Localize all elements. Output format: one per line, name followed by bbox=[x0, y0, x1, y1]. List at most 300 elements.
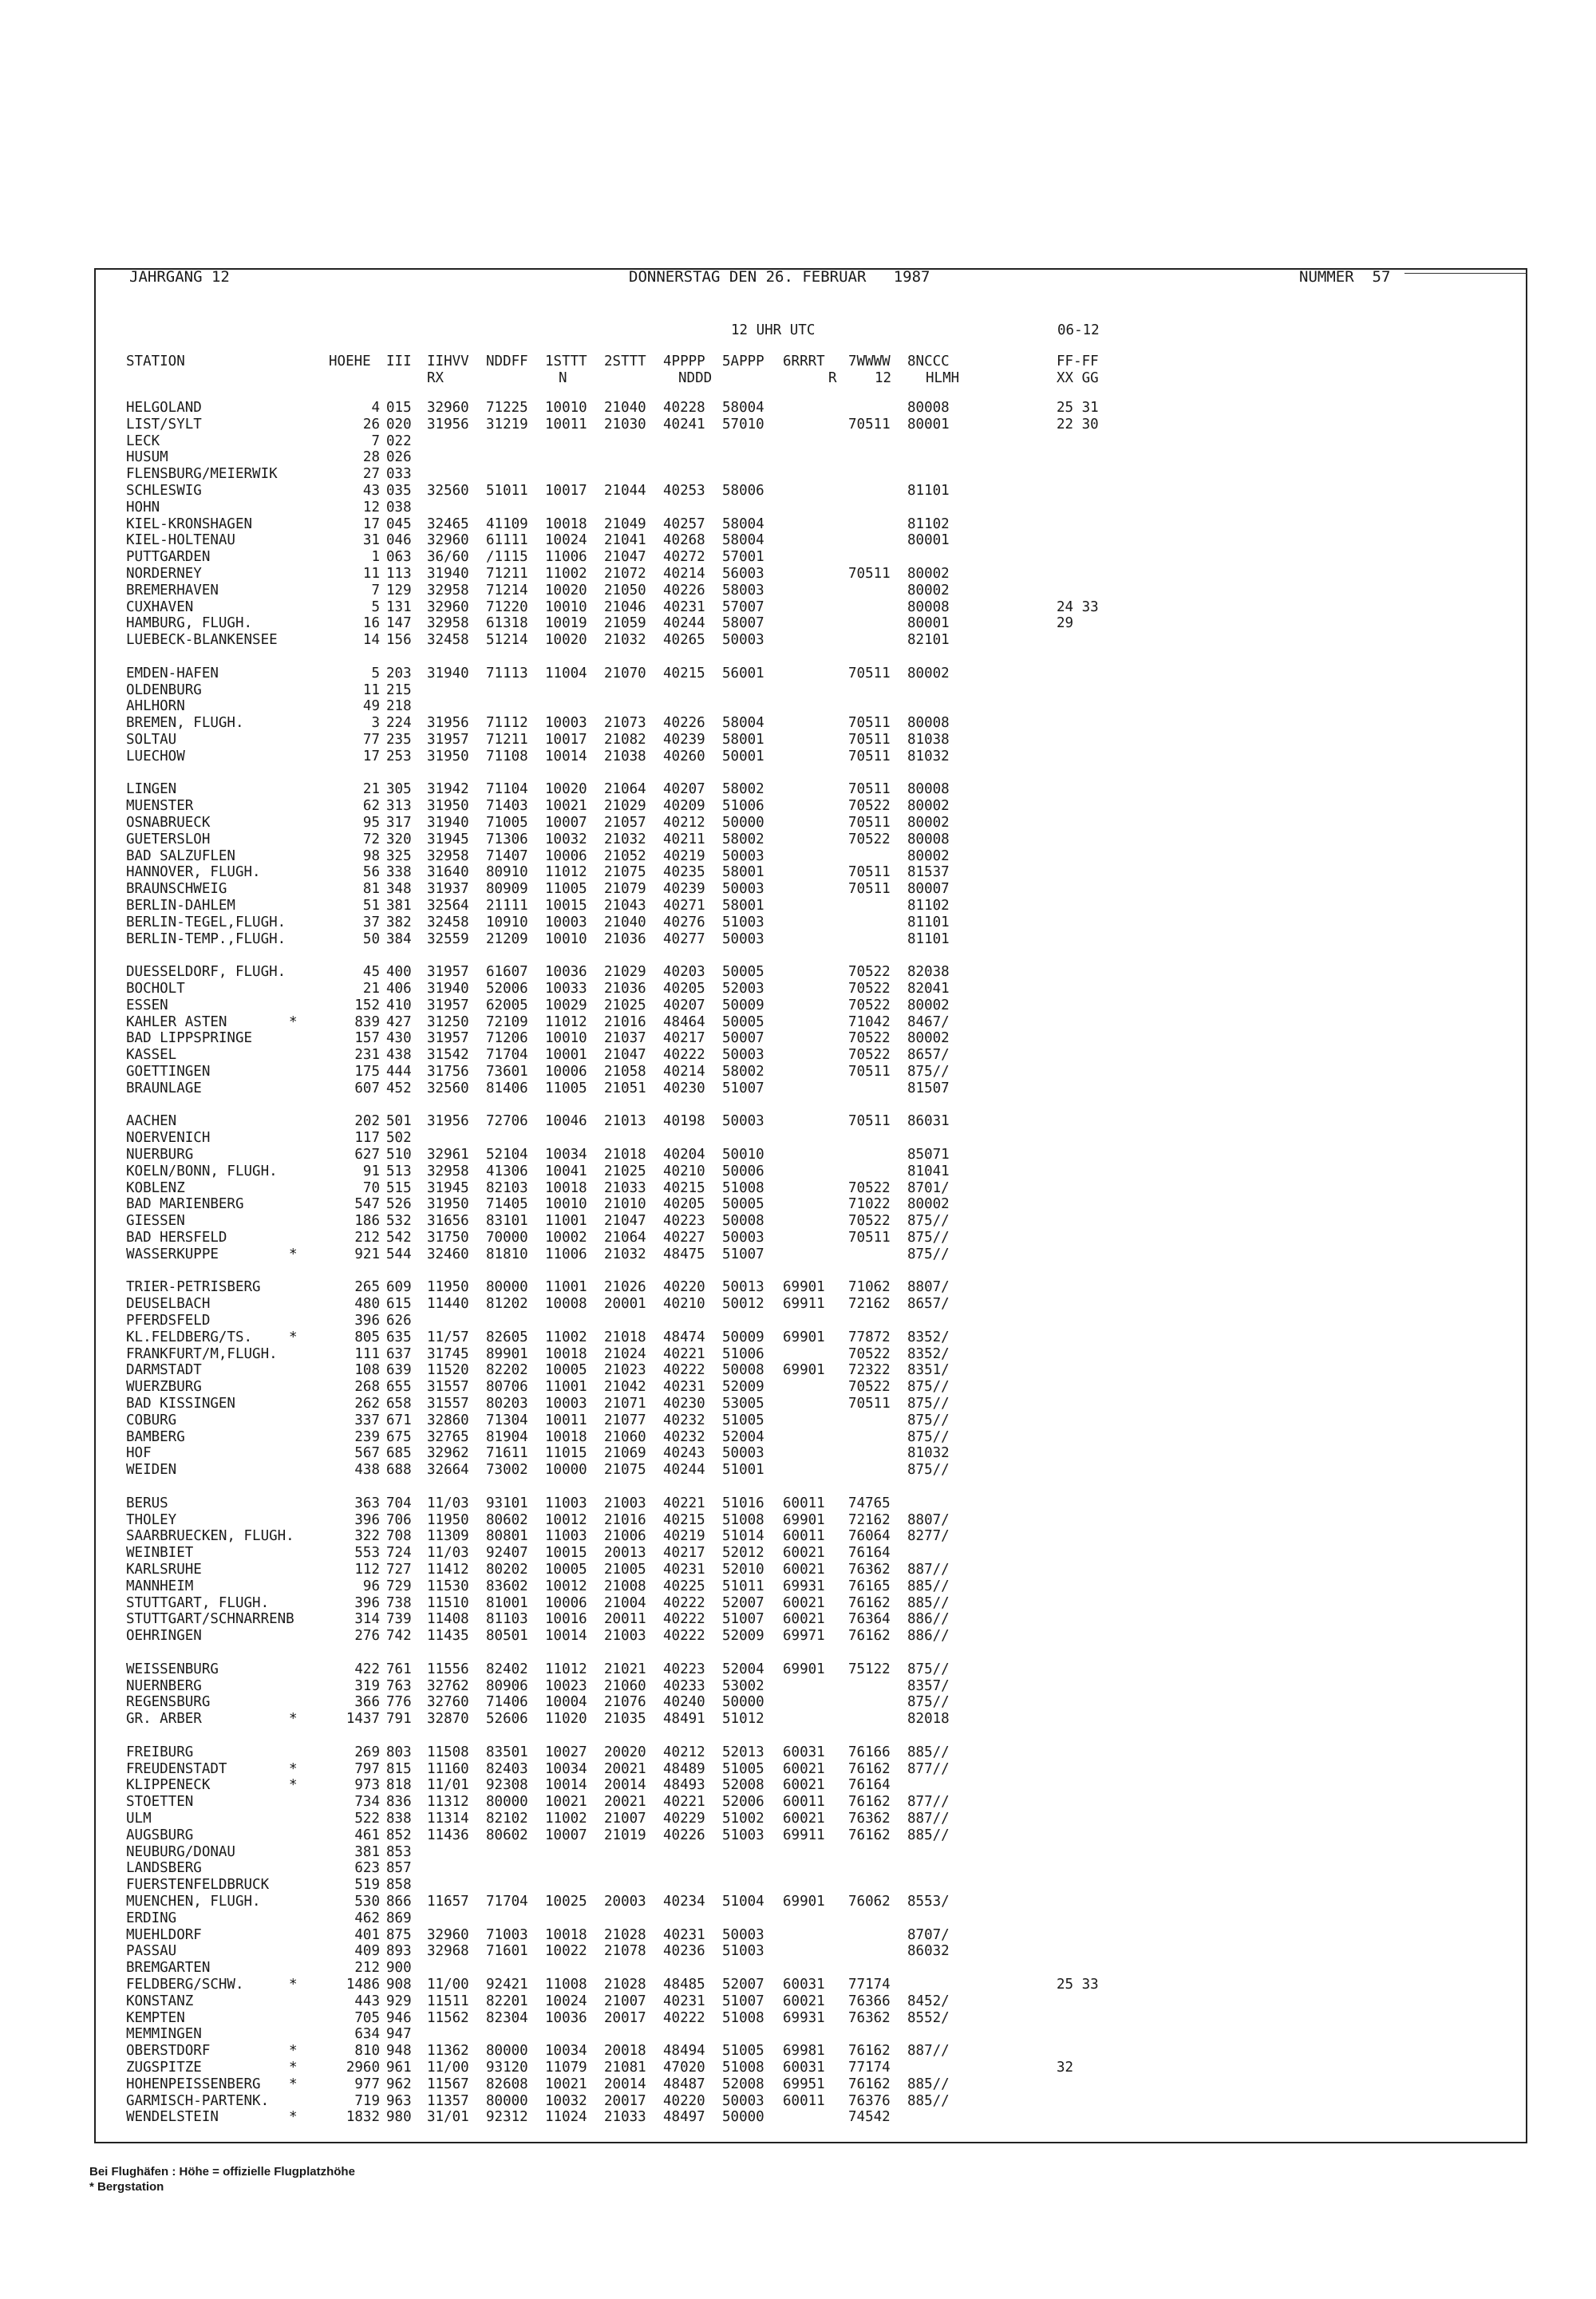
station-value: 10003 bbox=[545, 914, 587, 930]
station-value: 10018 bbox=[545, 1428, 587, 1445]
station-value: 875// bbox=[907, 1379, 950, 1396]
station-value: 76164 bbox=[848, 1545, 891, 1562]
station-value: 70511 bbox=[848, 1064, 891, 1080]
station-value: 77174 bbox=[848, 1977, 891, 1993]
station-value: 21070 bbox=[604, 665, 646, 681]
station-value: 875// bbox=[907, 1396, 950, 1412]
station-value: 21036 bbox=[604, 930, 646, 947]
station-value: 704 bbox=[386, 1495, 412, 1511]
station-value: 31940 bbox=[427, 815, 469, 831]
station-name: WENDELSTEIN bbox=[126, 2109, 219, 2126]
station-value: 11160 bbox=[427, 1760, 469, 1777]
station-value: 10020 bbox=[545, 582, 587, 598]
station-name: CUXHAVEN bbox=[126, 598, 194, 615]
station-name: KASSEL bbox=[126, 1047, 177, 1064]
station-value: 203 bbox=[386, 665, 412, 681]
station-value: 363 bbox=[354, 1495, 380, 1511]
station-value: 21072 bbox=[604, 566, 646, 582]
station-value: 10032 bbox=[545, 2092, 587, 2109]
station-value: 21 bbox=[362, 781, 380, 798]
station-name: LIST/SYLT bbox=[126, 416, 202, 433]
station-value: 40223 bbox=[663, 1213, 705, 1230]
station-name: NORDERNEY bbox=[126, 566, 202, 582]
station-name: KARLSRUHE bbox=[126, 1562, 202, 1578]
station-value: 71062 bbox=[848, 1279, 891, 1296]
column-header-iii: III bbox=[386, 354, 412, 369]
station-value: 739 bbox=[386, 1611, 412, 1628]
station-value: 11079 bbox=[545, 2060, 587, 2076]
station-value: 11530 bbox=[427, 1578, 469, 1594]
station-value: 21111 bbox=[486, 898, 528, 914]
station-value: 81904 bbox=[486, 1428, 528, 1445]
station-value: 40231 bbox=[663, 1562, 705, 1578]
station-value: 52007 bbox=[722, 1594, 764, 1611]
station-value: 033 bbox=[386, 466, 412, 483]
station-name: FELDBERG/SCHW. bbox=[126, 1977, 244, 1993]
station-value: 52004 bbox=[722, 1428, 764, 1445]
station-value: 157 bbox=[354, 1030, 380, 1047]
station-value: 58002 bbox=[722, 781, 764, 798]
station-value: 265 bbox=[354, 1279, 380, 1296]
station-value: 11003 bbox=[545, 1528, 587, 1545]
station-value: 8467/ bbox=[907, 1013, 950, 1030]
station-value: 175 bbox=[354, 1064, 380, 1080]
station-value: 86032 bbox=[907, 1943, 950, 1960]
station-value: 729 bbox=[386, 1578, 412, 1594]
station-value: 71306 bbox=[486, 831, 528, 847]
station-value: 51214 bbox=[486, 632, 528, 649]
station-value: 21044 bbox=[604, 483, 646, 499]
station-value: 10004 bbox=[545, 1694, 587, 1711]
issue-date: DONNERSTAG DEN 26. FEBRUAR 1987 bbox=[629, 268, 930, 286]
station-value: 10010 bbox=[545, 930, 587, 947]
station-value: 83101 bbox=[486, 1213, 528, 1230]
station-value: 21032 bbox=[604, 1246, 646, 1262]
station-value: 51007 bbox=[722, 1246, 764, 1262]
station-value: 10014 bbox=[545, 1777, 587, 1794]
station-name: WEISSENBURG bbox=[126, 1661, 219, 1677]
station-value: 31940 bbox=[427, 981, 469, 997]
station-value: 60011 bbox=[783, 1495, 825, 1511]
station-value: 21082 bbox=[604, 732, 646, 748]
station-value: 32961 bbox=[427, 1147, 469, 1163]
station-value: 655 bbox=[386, 1379, 412, 1396]
station-value: 72162 bbox=[848, 1296, 891, 1313]
mountain-station-marker: * bbox=[289, 1777, 298, 1794]
station-name: WUERZBURG bbox=[126, 1379, 202, 1396]
station-value: 40222 bbox=[663, 2009, 705, 2026]
station-value: 11508 bbox=[427, 1744, 469, 1760]
station-value: 40244 bbox=[663, 1462, 705, 1479]
station-value: 10046 bbox=[545, 1113, 587, 1130]
station-name: LUEBECK-BLANKENSEE bbox=[126, 632, 278, 649]
mountain-station-marker: * bbox=[289, 1760, 298, 1777]
column-header-sub-12: 12 bbox=[875, 370, 892, 386]
station-value: 438 bbox=[386, 1047, 412, 1064]
station-value: 57001 bbox=[722, 549, 764, 566]
station-value: 461 bbox=[354, 1827, 380, 1843]
station-value: 50 bbox=[362, 930, 380, 947]
station-value: 70522 bbox=[848, 997, 891, 1013]
station-value: 95 bbox=[362, 815, 380, 831]
station-value: 40226 bbox=[663, 582, 705, 598]
station-value: 11520 bbox=[427, 1362, 469, 1379]
station-value: 48489 bbox=[663, 1760, 705, 1777]
station-value: 83501 bbox=[486, 1744, 528, 1760]
station-value: 80910 bbox=[486, 864, 528, 881]
station-value: 70511 bbox=[848, 1113, 891, 1130]
station-value: 71211 bbox=[486, 732, 528, 748]
station-value: 875// bbox=[907, 1462, 950, 1479]
station-value: 708 bbox=[386, 1528, 412, 1545]
station-value: 11005 bbox=[545, 1080, 587, 1096]
station-value: 32762 bbox=[427, 1677, 469, 1694]
station-value: 50005 bbox=[722, 964, 764, 981]
station-value: 20018 bbox=[604, 2043, 646, 2060]
station-value: 21010 bbox=[604, 1196, 646, 1213]
station-value: 60021 bbox=[783, 1777, 825, 1794]
station-value: 10024 bbox=[545, 1993, 587, 2009]
station-name: MANNHEIM bbox=[126, 1578, 194, 1594]
station-value: 56003 bbox=[722, 566, 764, 582]
station-value: 887// bbox=[907, 1811, 950, 1827]
station-value: 51007 bbox=[722, 1993, 764, 2009]
station-value: 21025 bbox=[604, 1163, 646, 1179]
station-value: 31937 bbox=[427, 881, 469, 898]
station-value: 52013 bbox=[722, 1744, 764, 1760]
station-value: 21016 bbox=[604, 1511, 646, 1528]
station-name: BERLIN-TEGEL,FLUGH. bbox=[126, 914, 286, 930]
station-value: 48487 bbox=[663, 2076, 705, 2092]
station-value: 45 bbox=[362, 964, 380, 981]
station-value: 10002 bbox=[545, 1230, 587, 1246]
station-value: 961 bbox=[386, 2060, 412, 2076]
station-value: 21071 bbox=[604, 1396, 646, 1412]
station-name: AHLHORN bbox=[126, 698, 185, 715]
station-value: 10023 bbox=[545, 1677, 587, 1694]
station-name: GARMISCH-PARTENK. bbox=[126, 2092, 270, 2109]
station-value: 21038 bbox=[604, 748, 646, 764]
station-value: 52007 bbox=[722, 1977, 764, 1993]
station-value: 73002 bbox=[486, 1462, 528, 1479]
station-value: 11002 bbox=[545, 566, 587, 582]
station-value: 40212 bbox=[663, 1744, 705, 1760]
station-value: 40215 bbox=[663, 1511, 705, 1528]
station-value: 58002 bbox=[722, 1064, 764, 1080]
station-value: 50009 bbox=[722, 997, 764, 1013]
station-value: 40260 bbox=[663, 748, 705, 764]
station-value: 026 bbox=[386, 449, 412, 466]
station-value: 29 bbox=[1057, 615, 1074, 632]
station-value: 60021 bbox=[783, 1545, 825, 1562]
station-value: 947 bbox=[386, 2026, 412, 2043]
station-name: HOHENPEISSENBERG bbox=[126, 2076, 261, 2092]
station-value: 21042 bbox=[604, 1379, 646, 1396]
station-value: 83602 bbox=[486, 1578, 528, 1594]
station-name: AUGSBURG bbox=[126, 1827, 194, 1843]
column-header-c3: 1STTT bbox=[545, 354, 587, 369]
station-value: 544 bbox=[386, 1246, 412, 1262]
station-value: 21024 bbox=[604, 1345, 646, 1362]
column-header-sub-n: N bbox=[559, 370, 567, 386]
station-name: KL.FELDBERG/TS. bbox=[126, 1329, 253, 1345]
station-value: 797 bbox=[354, 1760, 380, 1777]
station-value: 32958 bbox=[427, 615, 469, 632]
station-value: 186 bbox=[354, 1213, 380, 1230]
station-value: 276 bbox=[354, 1628, 380, 1645]
station-name: BAD KISSINGEN bbox=[126, 1396, 235, 1412]
station-value: 8352/ bbox=[907, 1329, 950, 1345]
station-name: BREMGARTEN bbox=[126, 1960, 211, 1977]
station-value: 70511 bbox=[848, 1396, 891, 1412]
station-value: 70511 bbox=[848, 881, 891, 898]
station-value: 62 bbox=[362, 798, 380, 815]
station-value: 688 bbox=[386, 1462, 412, 1479]
station-value: 32560 bbox=[427, 1080, 469, 1096]
station-value: 70 bbox=[362, 1179, 380, 1196]
station-value: 21075 bbox=[604, 1462, 646, 1479]
station-value: 885// bbox=[907, 1578, 950, 1594]
station-value: 269 bbox=[354, 1744, 380, 1760]
station-value: 81032 bbox=[907, 748, 950, 764]
station-value: 80002 bbox=[907, 566, 950, 582]
station-value: 80202 bbox=[486, 1562, 528, 1578]
station-name: HAMBURG, FLUGH. bbox=[126, 615, 253, 632]
station-value: 21035 bbox=[604, 1711, 646, 1728]
station-value: 117 bbox=[354, 1130, 380, 1147]
station-value: 409 bbox=[354, 1943, 380, 1960]
station-value: 21013 bbox=[604, 1113, 646, 1130]
station-value: 82403 bbox=[486, 1760, 528, 1777]
station-value: 41306 bbox=[486, 1163, 528, 1179]
station-value: 80001 bbox=[907, 615, 950, 632]
station-value: 113 bbox=[386, 566, 412, 582]
station-value: 10012 bbox=[545, 1578, 587, 1594]
station-value: 58002 bbox=[722, 831, 764, 847]
station-value: 21064 bbox=[604, 781, 646, 798]
station-value: 82202 bbox=[486, 1362, 528, 1379]
station-value: 10001 bbox=[545, 1047, 587, 1064]
station-value: 82101 bbox=[907, 632, 950, 649]
station-value: 76364 bbox=[848, 1611, 891, 1628]
station-value: 76362 bbox=[848, 2009, 891, 2026]
station-value: 80002 bbox=[907, 798, 950, 815]
station-value: 81041 bbox=[907, 1163, 950, 1179]
station-value: 305 bbox=[386, 781, 412, 798]
station-name: EMDEN-HAFEN bbox=[126, 665, 219, 681]
station-name: HUSUM bbox=[126, 449, 168, 466]
station-value: 32664 bbox=[427, 1462, 469, 1479]
station-value: 129 bbox=[386, 582, 412, 598]
station-value: 51008 bbox=[722, 1179, 764, 1196]
station-value: 71003 bbox=[486, 1926, 528, 1943]
station-value: 724 bbox=[386, 1545, 412, 1562]
station-name: MUEHLDORF bbox=[126, 1926, 202, 1943]
station-value: 40204 bbox=[663, 1147, 705, 1163]
station-value: 022 bbox=[386, 433, 412, 449]
station-value: 80000 bbox=[486, 2043, 528, 2060]
station-value: 761 bbox=[386, 1661, 412, 1677]
station-value: 973 bbox=[354, 1777, 380, 1794]
station-name: BOCHOLT bbox=[126, 981, 185, 997]
station-value: 637 bbox=[386, 1345, 412, 1362]
station-value: 705 bbox=[354, 2009, 380, 2026]
station-name: FLENSBURG/MEIERWIK bbox=[126, 466, 278, 483]
mountain-station-marker: * bbox=[289, 1329, 298, 1345]
station-value: 21019 bbox=[604, 1827, 646, 1843]
station-value: 921 bbox=[354, 1246, 380, 1262]
station-name: DARMSTADT bbox=[126, 1362, 202, 1379]
station-value: 52004 bbox=[722, 1661, 764, 1677]
station-value: 21004 bbox=[604, 1594, 646, 1611]
station-name: NUERBURG bbox=[126, 1147, 194, 1163]
station-value: 10017 bbox=[545, 732, 587, 748]
station-value: 235 bbox=[386, 732, 412, 748]
station-value: 40209 bbox=[663, 798, 705, 815]
station-value: 51006 bbox=[722, 1345, 764, 1362]
station-value: 8553/ bbox=[907, 1894, 950, 1910]
station-value: 76376 bbox=[848, 2092, 891, 2109]
station-value: 20017 bbox=[604, 2009, 646, 2026]
station-value: 501 bbox=[386, 1113, 412, 1130]
station-value: 76362 bbox=[848, 1811, 891, 1827]
station-value: 40220 bbox=[663, 1279, 705, 1296]
station-value: 80008 bbox=[907, 598, 950, 615]
station-value: 70000 bbox=[486, 1230, 528, 1246]
station-name: MUENSTER bbox=[126, 798, 194, 815]
station-value: 11024 bbox=[545, 2109, 587, 2126]
station-value: 11001 bbox=[545, 1279, 587, 1296]
station-value: 877// bbox=[907, 1760, 950, 1777]
station-value: 31756 bbox=[427, 1064, 469, 1080]
station-value: 51003 bbox=[722, 914, 764, 930]
station-name: KEMPTEN bbox=[126, 2009, 185, 2026]
station-value: 77872 bbox=[848, 1329, 891, 1345]
station-value: 11/00 bbox=[427, 1977, 469, 1993]
station-value: 70522 bbox=[848, 981, 891, 997]
station-value: 313 bbox=[386, 798, 412, 815]
station-value: 885// bbox=[907, 2092, 950, 2109]
station-value: 366 bbox=[354, 1694, 380, 1711]
station-value: 443 bbox=[354, 1993, 380, 2009]
station-value: 31956 bbox=[427, 1113, 469, 1130]
station-value: 96 bbox=[362, 1578, 380, 1594]
station-value: 40215 bbox=[663, 1179, 705, 1196]
station-value: 80002 bbox=[907, 815, 950, 831]
station-value: 52104 bbox=[486, 1147, 528, 1163]
station-value: 21076 bbox=[604, 1694, 646, 1711]
station-value: 77 bbox=[362, 732, 380, 748]
station-value: 31219 bbox=[486, 416, 528, 433]
station-value: 58001 bbox=[722, 898, 764, 914]
station-value: 76162 bbox=[848, 1594, 891, 1611]
station-name: LINGEN bbox=[126, 781, 177, 798]
station-value: 20013 bbox=[604, 1545, 646, 1562]
station-value: 40244 bbox=[663, 615, 705, 632]
station-value: 40272 bbox=[663, 549, 705, 566]
station-value: 50006 bbox=[722, 1163, 764, 1179]
station-value: 76162 bbox=[848, 2076, 891, 2092]
station-value: 719 bbox=[354, 2092, 380, 2109]
station-value: 11 bbox=[362, 681, 380, 698]
station-value: 11002 bbox=[545, 1329, 587, 1345]
observation-time: 12 UHR UTC bbox=[731, 322, 816, 338]
station-value: 58001 bbox=[722, 864, 764, 881]
station-value: 639 bbox=[386, 1362, 412, 1379]
station-value: 81102 bbox=[907, 515, 950, 532]
station-name: KOBLENZ bbox=[126, 1179, 185, 1196]
station-value: 7 bbox=[371, 433, 380, 449]
station-value: 11020 bbox=[545, 1711, 587, 1728]
station-value: 32960 bbox=[427, 1926, 469, 1943]
station-value: 11/03 bbox=[427, 1495, 469, 1511]
station-value: 31957 bbox=[427, 997, 469, 1013]
station-value: 32465 bbox=[427, 515, 469, 532]
station-value: 977 bbox=[354, 2076, 380, 2092]
station-value: 40222 bbox=[663, 1628, 705, 1645]
station-value: 32958 bbox=[427, 847, 469, 864]
station-value: 21018 bbox=[604, 1147, 646, 1163]
station-value: 045 bbox=[386, 515, 412, 532]
station-value: 32968 bbox=[427, 1943, 469, 1960]
station-value: 81103 bbox=[486, 1611, 528, 1628]
station-value: 21006 bbox=[604, 1528, 646, 1545]
station-value: 10910 bbox=[486, 914, 528, 930]
station-value: 51011 bbox=[722, 1578, 764, 1594]
station-value: 80007 bbox=[907, 881, 950, 898]
station-value: 71704 bbox=[486, 1047, 528, 1064]
station-name: LUECHOW bbox=[126, 748, 185, 764]
station-value: 11012 bbox=[545, 1013, 587, 1030]
station-value: 40235 bbox=[663, 864, 705, 881]
station-value: 815 bbox=[386, 1760, 412, 1777]
station-value: 738 bbox=[386, 1594, 412, 1611]
station-value: 21049 bbox=[604, 515, 646, 532]
station-value: 10010 bbox=[545, 1030, 587, 1047]
station-value: 71005 bbox=[486, 815, 528, 831]
station-value: 82304 bbox=[486, 2009, 528, 2026]
station-value: 40221 bbox=[663, 1794, 705, 1811]
station-value: 866 bbox=[386, 1894, 412, 1910]
station-value: 40226 bbox=[663, 715, 705, 732]
station-value: 513 bbox=[386, 1163, 412, 1179]
station-value: 70511 bbox=[848, 732, 891, 748]
station-value: 857 bbox=[386, 1860, 412, 1877]
station-value: 32960 bbox=[427, 400, 469, 416]
station-value: 11/00 bbox=[427, 2060, 469, 2076]
station-value: 51008 bbox=[722, 1511, 764, 1528]
mountain-station-marker: * bbox=[289, 2076, 298, 2092]
station-value: 31640 bbox=[427, 864, 469, 881]
station-value: 11309 bbox=[427, 1528, 469, 1545]
station-value: 40222 bbox=[663, 1362, 705, 1379]
station-name: KAHLER ASTEN bbox=[126, 1013, 227, 1030]
station-name: BRAUNSCHWEIG bbox=[126, 881, 227, 898]
station-value: 89901 bbox=[486, 1345, 528, 1362]
station-value: 348 bbox=[386, 881, 412, 898]
station-value: 60021 bbox=[783, 1611, 825, 1628]
period-label: 06-12 bbox=[1057, 322, 1100, 338]
station-value: 215 bbox=[386, 681, 412, 698]
station-value: 452 bbox=[386, 1080, 412, 1096]
station-value: 71704 bbox=[486, 1894, 528, 1910]
station-value: 325 bbox=[386, 847, 412, 864]
station-value: 76062 bbox=[848, 1894, 891, 1910]
station-value: 40277 bbox=[663, 930, 705, 947]
station-name: OLDENBURG bbox=[126, 681, 202, 698]
station-value: 818 bbox=[386, 1777, 412, 1794]
station-value: 635 bbox=[386, 1329, 412, 1345]
